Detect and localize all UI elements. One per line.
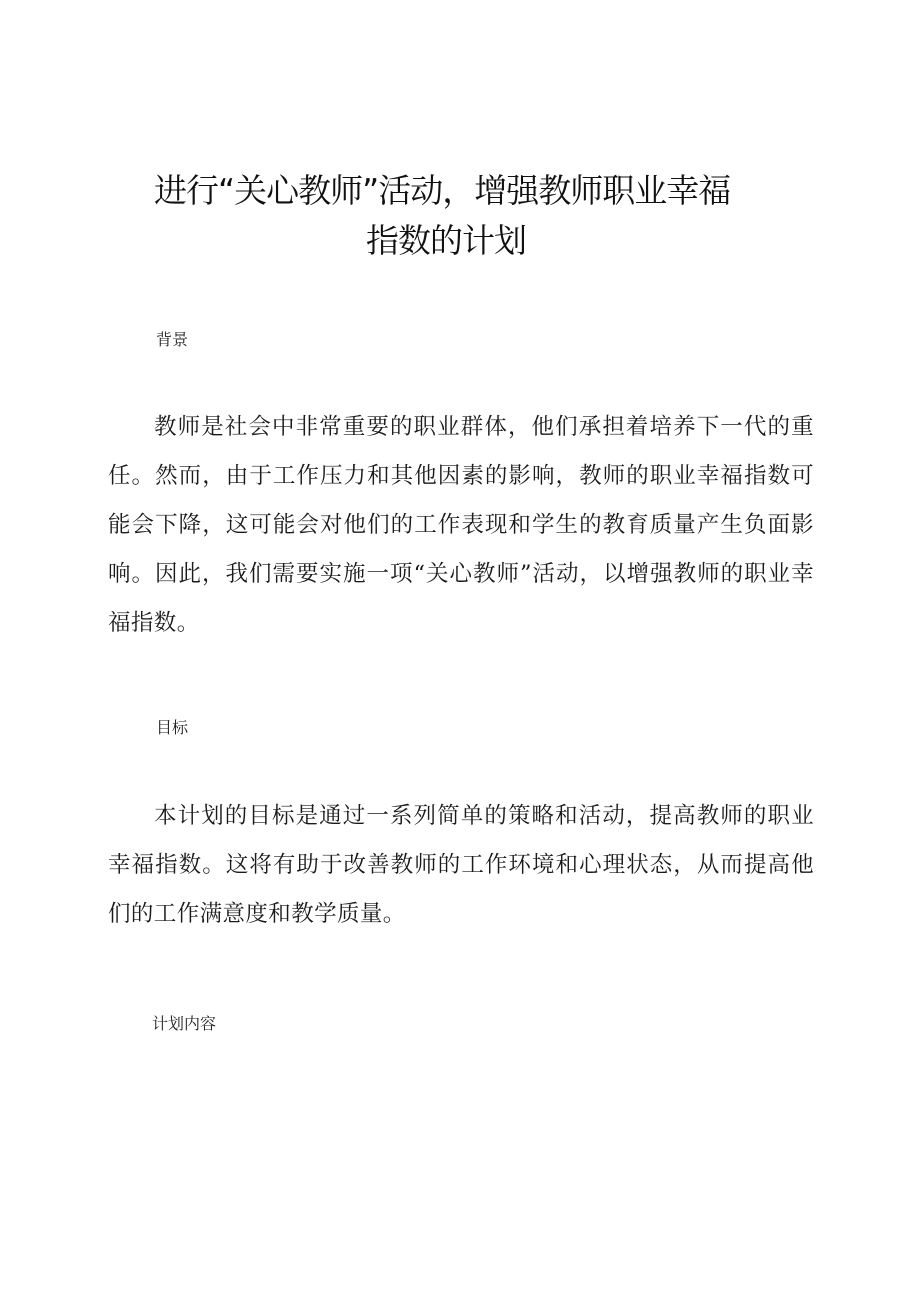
section-heading-goal: 目标 [156,718,189,737]
title-line-2: 指数的计划 [366,221,526,260]
document-title [0,166,920,266]
title-line-1: 进行“关心教师”活动，增强教师职业幸福 [154,171,731,210]
section-heading-background: 背景 [156,330,189,349]
section-heading-plan: 计划内容 [152,1014,217,1033]
section-paragraph-goal: 本计划的目标是通过一系列简单的策略和活动，提高教师的职业幸福指数。这将有助于改善教师的工作环境和心理状态，从而提高他们的工作满意度和教学质量。 [108,803,814,927]
section-paragraph-background: 教师是社会中非常重要的职业群体，他们承担着培养下一代的重任。然而，由于工作压力和其他因素的影响，教师的职业幸福指数可能会下降，这可能会对他们的工作表现和学生的教育质量产生负面影响。因此，我们需要实施一项“关心教师”活动，以增强教师的职业幸福指数。 [108,414,814,636]
